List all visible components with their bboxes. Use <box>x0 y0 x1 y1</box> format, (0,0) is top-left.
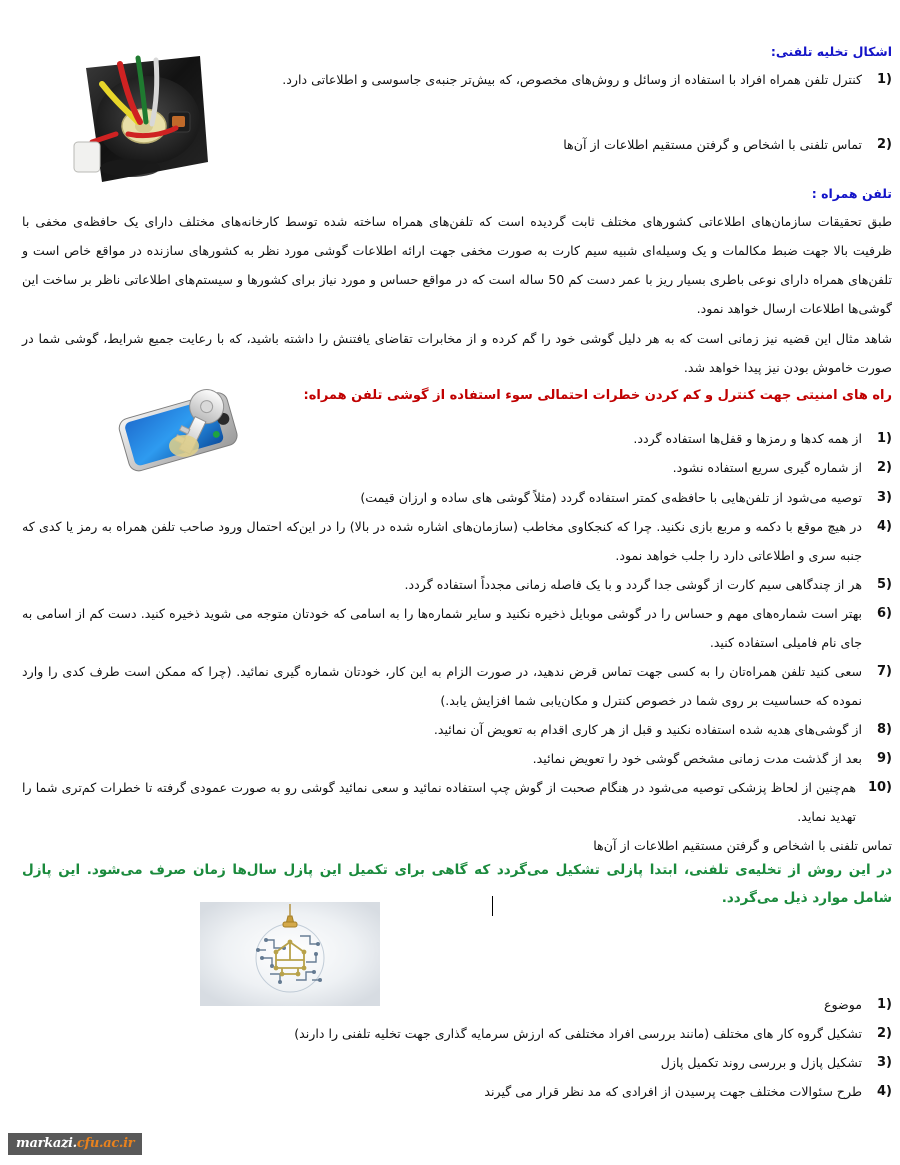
list-item-number: 8) <box>877 722 892 737</box>
list-item-text: کنترل تلفن همراه افراد با استفاده از وسائل و روش‌های مخصوص، که بیش‌تر جنبه‌ی جاسوسی و اطلاعاتی دارد. <box>282 72 862 87</box>
list-item-number: 3) <box>877 490 892 505</box>
list-item-number: 1) <box>877 997 892 1012</box>
list-item-text: تماس تلفنی با اشخاص و گرفتن مستقیم اطلاعات از آن‌ها <box>563 137 862 152</box>
list-item <box>22 1048 892 1077</box>
electronic-device-image <box>72 42 214 190</box>
list-item-text: در هیچ موقع با دکمه و مربع بازی نکنید. چرا که کنجکاوی مخاطب (سازمان‌های اشاره شده در بالا) را در این‌که احتمال ورود صاحب تلفن همراه به رمز یا کدی که جنبه سری و اطلاعاتی دارد را جلب خواهد نمود. <box>22 519 862 563</box>
list-item-number: 2) <box>877 460 892 475</box>
text-cursor <box>492 896 493 916</box>
list-item <box>22 744 892 773</box>
list-item-number: 1) <box>877 431 892 446</box>
section-phone-tap <box>230 44 892 159</box>
list-item-text: از شماره گیری سریع استفاده نشود. <box>672 460 862 475</box>
list-item-text: بهتر است شماره‌های مهم و حساس را در گوشی موبایل ذخیره نکنید و سایر شماره‌ها را به اسامی که خودتان متوجه می شوید ذخیره کنید. دست کم از اسامی به جای نام فامیلی استفاده کنید. <box>22 606 862 650</box>
list-item <box>22 1019 892 1048</box>
list-item <box>22 773 892 831</box>
safety-list-a <box>262 424 892 482</box>
list-item-number: 2) <box>877 1026 892 1041</box>
list-item-number: 4) <box>877 519 892 534</box>
list-item <box>262 424 892 453</box>
list-item-number: 4) <box>877 1084 892 1099</box>
section-phone-tap-heading: اشکال تخلیه تلفنی: <box>770 44 892 59</box>
list-item-text: تشکیل پازل و بررسی روند تکمیل پازل <box>660 1055 862 1070</box>
section-safety-list-main <box>22 483 892 860</box>
list-item-text: سعی کنید تلفن همراه‌تان را به کسی جهت تماس قرض ندهید، در صورت الزام به این کار، خودتان شماره گیری نمائید. (چرا که ممکن است طرف کدی را وارد نموده که حساسیت بر روی شما در خصوص کنترل و مکان‌یابی شما افزایش یابد.) <box>22 664 862 708</box>
section-safety-closing-line: تماس تلفنی با اشخاص و گرفتن مستقیم اطلاعات از آن‌ها <box>593 838 892 853</box>
list-item <box>22 990 892 1019</box>
section-safety-list-short <box>262 424 892 482</box>
list-item-text: موضوع <box>824 997 862 1012</box>
list-item <box>22 570 892 599</box>
list-item-number: 5) <box>877 577 892 592</box>
list-item-text: بعد از گذشت مدت زمانی مشخص گوشی خود را تعویض نمائید. <box>532 751 862 766</box>
section-puzzle-highlight-wrap <box>22 856 892 912</box>
list-item <box>230 65 892 94</box>
list-item <box>22 599 892 657</box>
list-item-number: 3) <box>877 1055 892 1070</box>
list-item <box>262 453 892 482</box>
list-item <box>22 657 892 715</box>
section-mobile <box>22 186 892 382</box>
section-puzzle-list <box>22 990 892 1106</box>
section-mobile-paragraph-1: طبق تحقیقات سازمان‌های اطلاعاتی کشورهای مختلف ثابت گردیده است که تلفن‌های همراه ساخته شده توسط کارخانه‌های مختلف دارای یک حافظه‌ی مخفی با ظرفیت بالا جهت ضبط مکالمات و یک وسیله‌ای شبیه سیم کارت به صورت مخفی جهت ارائه اطلاعات گوشی مورد نظر به کشورهای سازنده در مواقع خاص است و تلفن‌های همراه دارای نوعی باطری بسیار ریز با عمر دست کم 50 ساله است که در مواقع حساس و مورد نیاز برای کشورها و سیستم‌های اطلاعاتی ناظر بر ساخت این گوشی‌ها اطلاعات ارسال خواهد نمود. <box>22 214 892 316</box>
list-item <box>22 483 892 512</box>
section-safety-heading-wrap <box>262 388 892 403</box>
list-item-text: از همه کدها و رمزها و قفل‌ها استفاده گردد. <box>633 431 862 446</box>
list-item-number: 6) <box>877 606 892 621</box>
list-item-text: تشکیل گروه کار های مختلف (مانند بررسی افراد مختلفی که ارزش سرمایه گذاری جهت تخلیه تلفنی را دارند) <box>294 1026 862 1041</box>
list-item <box>22 715 892 744</box>
list-item <box>230 130 892 159</box>
list-item <box>22 1077 892 1106</box>
site-watermark <box>8 1133 142 1155</box>
list-item-number: 7) <box>877 664 892 679</box>
list-item-text: توصیه می‌شود از تلفن‌هایی با حافظه‌ی کمتر استفاده گردد (مثلاً گوشی های ساده و ارزان قیمت) <box>360 490 862 505</box>
puzzle-list <box>22 990 892 1106</box>
phone-tap-list <box>230 65 892 159</box>
watermark-accent: cfu.ac.ir <box>76 1136 135 1151</box>
section-mobile-heading: تلفن همراه : <box>811 186 892 201</box>
list-item-number: 9) <box>877 751 892 766</box>
list-item-text: از گوشی‌های هدیه شده استفاده نکنید و قبل از هر کاری اقدام به تعویض آن نمائید. <box>433 722 862 737</box>
smartphone-with-key-image <box>112 376 252 494</box>
list-item-number: 10) <box>867 780 892 795</box>
safety-list-b <box>22 483 892 831</box>
watermark-primary: markazi. <box>16 1136 77 1151</box>
section-safety-heading: راه های امنیتی جهت کنترل و کم کردن خطرات احتمالی سوء استفاده از گوشی تلفن همراه: <box>303 388 892 403</box>
section-puzzle-highlight: در این روش از تخلیه‌ی تلفنی، ابتدا پازلی تشکیل می‌گردد که گاهی برای تکمیل این پازل سال‌ها زمان صرف می‌شود. این پازل شامل موارد ذیل می‌گردد. <box>22 862 892 906</box>
list-item-text: هم‌چنین از لحاظ پزشکی توصیه می‌شود در هنگام صحبت از گوش چپ استفاده نمائید و سعی نمائید گوشی رو به صورت عمودی گرفته تا خطرات کم‌تری شما را تهدید نماید. <box>22 780 856 824</box>
list-item-number: 1) <box>877 72 892 87</box>
section-mobile-paragraph-2: شاهد مثال این قضیه نیز زمانی است که به هر دلیل گوشی خود را گم کرده و از مخابرات تقاضای یافتنش را داشته باشید، که با رعایت جمیع شرایط، گوشی شما در صورت خاموش بودن نیز پیدا خواهد شد. <box>22 331 892 375</box>
list-item-number: 2) <box>877 137 892 152</box>
list-item <box>22 512 892 570</box>
list-item-text: هر از چندگاهی سیم کارت از گوشی جدا گردد و با یک فاصله زمانی مجدداً استفاده گردد. <box>404 577 862 592</box>
list-item-text: طرح سئوالات مختلف جهت پرسیدن از افرادی که مد نظر قرار می گیرند <box>484 1084 862 1099</box>
